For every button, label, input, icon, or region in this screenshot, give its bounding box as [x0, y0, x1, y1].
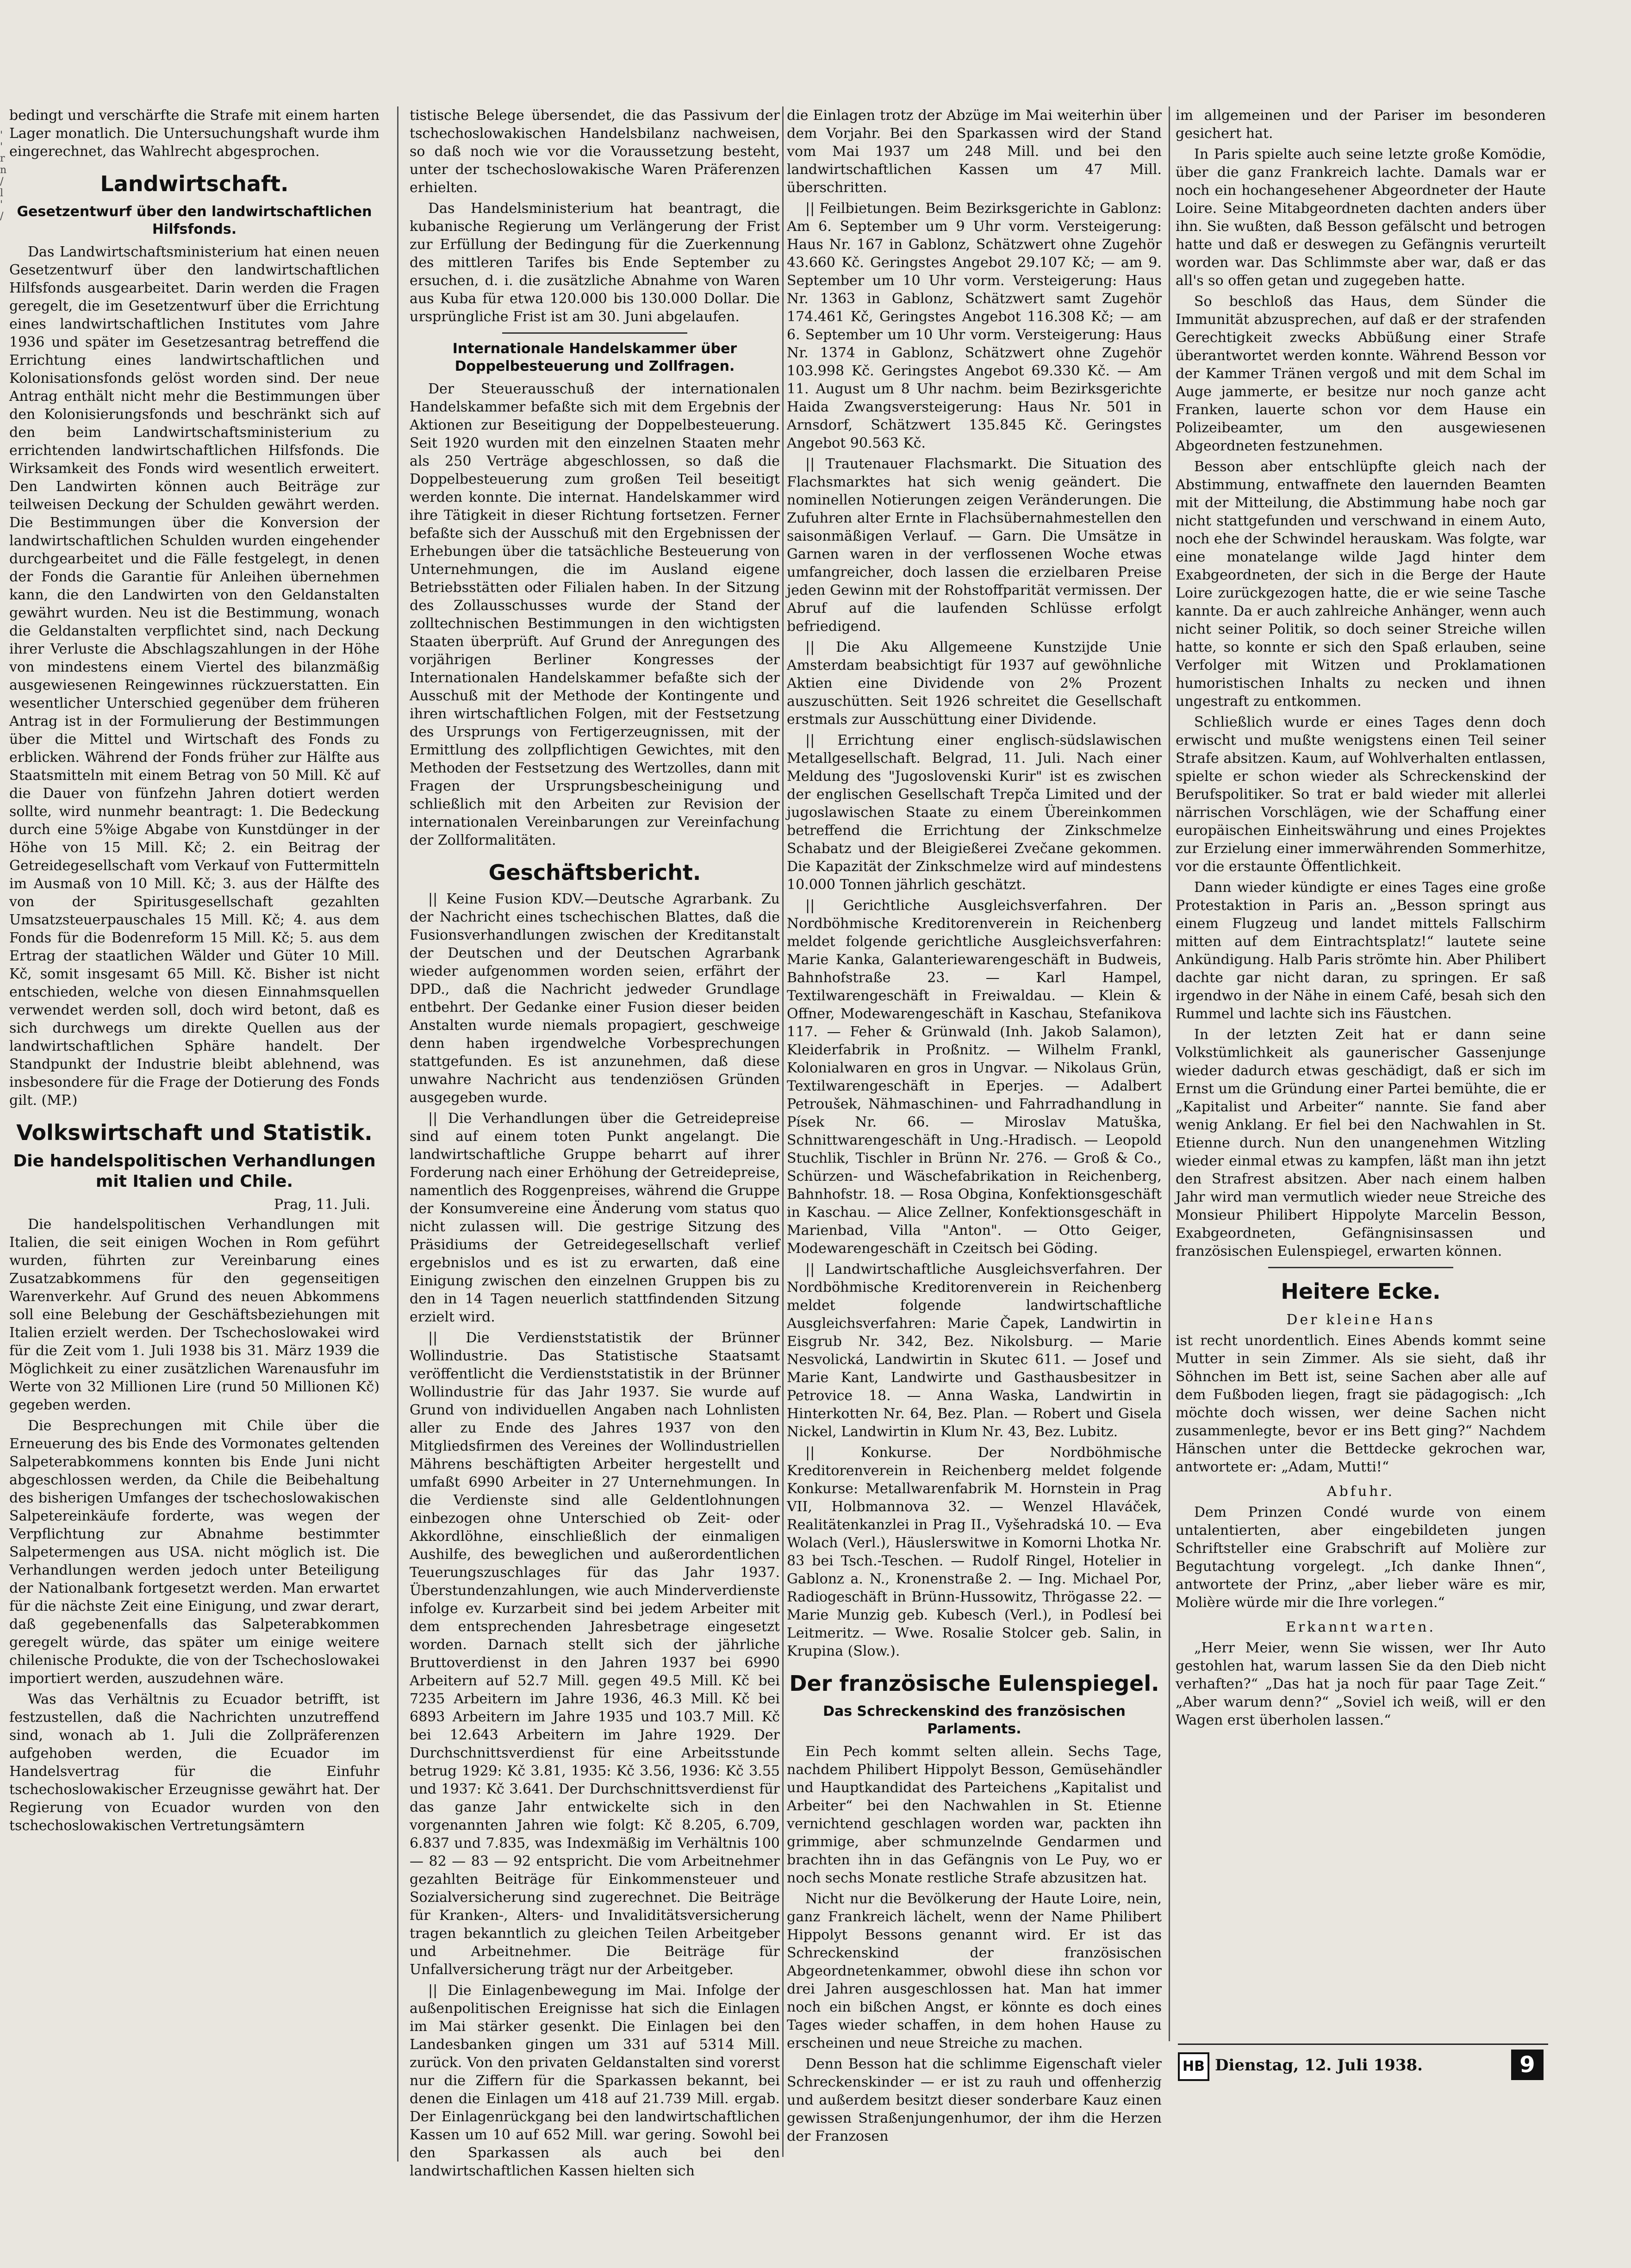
business-item: || Keine Fusion KDV.—Deutsche Agrarbank. Zu der Nachricht eines tschechischen Blattes, daß die Fusionsverhandlungen zwischen der Kreditanstalt der Deutschen und der Deutschen Agrarbank wieder aufgenommen worden seien, erfährt der DPD., daß die Nachricht jedweder Grundlage entbehrt. Der Gedanke einer Fusion dieser beiden Anstalten wurde niemals propagiert, geschweige denn haben irgendwelche Vorbesprechungen stattgefunden. Es ist anzunehmen, daß diese unwahre Nachricht aus tendenziösen Gründen ausgegeben wurde. — [410, 891, 780, 1106]
article-text: In Paris spielte auch seine letzte große Komödie, über die ganz Frankreich lachte. Damals war er noch ein hochangesehener Abgeordneter der Haute Loire. Seine Mitabgeordneten dachten anders über ihn. Sie wußten, daß Besson gefälscht und betrogen hatte und daß er deswegen zu Gefängnis verurteilt worden war. Das Schlimmste aber war, daß er das all's so offen getan und zugegeben hatte. — [1176, 146, 1546, 289]
page-edge-marks: ' ' r n / l ' / — [0, 130, 7, 222]
section-heading: Volkswirtschaft und Statistik. — [16, 1120, 373, 1145]
section-heading: Geschäftsbericht. — [488, 860, 701, 885]
issue-date: Dienstag, 12. Juli 1938. — [1215, 2056, 1423, 2075]
page-footer — [1178, 2044, 1548, 2082]
column-1 — [9, 106, 380, 2157]
newspaper-logo: HB — [1178, 2052, 1209, 2081]
business-item: || Die Verhandlungen über die Getreidepreise sind auf einem toten Punkt angelangt. Die landwirtschaftliche Gruppe beharrt auf ihrer Forderung nach einer Erhöhung der Getreidepreise, namentlich des Roggenpreises, während die Gruppe der Konsumvereine eine Änderung vom status quo nicht zulassen will. Die gestrige Sitzung des Präsidiums der Getreidegesellschaft verlief ergebnislos und es ist zu erwarten, daß eine Einigung zwischen den einzelnen Gruppen bis zu den in 14 Tagen neuerlich stattfindenden Sitzung erzielt wird. — [410, 1110, 780, 1325]
article-text: Die Besprechungen mit Chile über die Erneuerung des bis Ende des Vormonates geltenden Salpeterabkommens konnten bis Ende Juni nicht abgeschlossen werden, da Chile die Beibehaltung des bisherigen Umfanges der tschechoslowakischen Salpetereinkäufe forderte, was wegen der Verpflichtung zur Abnahme bestimmter Salpetermengen aus USA. nicht möglich ist. Die Verhandlungen werden jedoch unter Beteiligung der Nationalbank fortgesetzt werden. Man erwartet für die nächste Zeit eine Einigung, und zwar derart, daß gegebenenfalls das Salpeterabkommen geregelt würde, das später um einige weitere chilenische Produkte, die von der Tschechoslowakei importiert werden, auszudehnen wäre. — [9, 1418, 380, 1687]
business-item: || Die Aku Allgemeene Kunstzijde Unie Amsterdam beabsichtigt für 1937 auf gewöhnliche Aktien eine Dividende von 2% Prozent auszuschütten. Seit 1926 schreitet die Gesellschaft erstmals zur Ausschüttung einer Dividende. — [787, 639, 1162, 728]
article-text: die Einlagen trotz der Abzüge im Mai weiterhin über dem Vorjahr. Bei den Sparkassen wird der Stand vom Mai 1937 um 248 Mill. und bei den landwirtschaftlichen Kassen um 47 Mill. überschritten. — [787, 107, 1162, 196]
article-text: Das Landwirtschaftsministerium hat einen neuen Gesetzentwurf über den landwirtschaftlichen Hilfsfonds ausgearbeitet. Darin werden die Fragen geregelt, die im Gesetzentwurf über die Errichtung eines landwirtschaftlichen Institutes vom Jahre 1936 und später im Gesetzesantrag betreffend die Errichtung eines landwirtschaftlichen und Kolonisationsfonds gelöst worden sind. Der neue Antrag enthält nicht mehr die Bestimmungen über den Kolonisierungsfonds und beschränkt sich auf den beim Landwirtschaftsministerium zu errichtenden landwirtschaftlichen Hilfsfonds. Die Wirksamkeit des Fonds wird wesentlich erweitert. Den Landwirten können auch Beiträge zur teilweisen Deckung der Schulden gewährt werden. Die Bestimmungen über die Konversion der landwirtschaftlichen Schulden wurden eingehender durchgearbeitet und die Fälle festgelegt, in denen der Fonds die Garantie für Anleihen übernehmen kann, die den Landwirten von den Geldanstalten gewährt wurden. Neu ist die Bestimmung, wonach die Geldanstalten verpflichtet sind, nach Deckung ihrer Verluste die Abschlagszahlungen in der Höhe von mindestens einem Viertel des bilanzmäßig ausgewiesenen Reingewinnes rückzuerstatten. Ein wesentlicher Unterschied gegenüber dem früheren Antrag ist in der Formulierung der Bestimmungen über die Mittel und Wirtschaft des Fonds zu erblicken. Während der Fonds früher zur Hälfte aus Staatsmitteln mit einem Betrag von 50 Mill. Kč auf die Dauer von fünfzehn Jahren dotiert werden sollte, wird nunmehr beantragt: 1. Die Bedeckung durch eine 5%ige Abgabe von Kunstdünger in der Höhe von 15 Mill. Kč; 2. ein Beitrag der Getreidegesellschaft vom Verkauf von Futtermitteln im Ausmaß von 10 Mill. Kč; 3. aus der Hälfte des von der Spiritusgesellschaft gezahlten Umsatzsteuerpauschales 15 Mill. Kč; 4. aus dem Fonds für die Bodenreform 15 Mill. Kč; 5. aus dem Ertrag der staatlichen Wälder und Güter 10 Mill. Kč, somit insgesamt 65 Mill. Kč. Bisher ist nicht entschieden, welche von diesen Einnahmsquellen verwendet werden soll, doch wird betont, daß es sich durchwegs um direkte Quellen aus der landwirtschaftlichen Sphäre handelt. Der Standpunkt der Industrie bleibt ablehnend, was insbesondere für die Frage der Dotierung des Fonds gilt. (MP.) — [9, 244, 380, 1109]
business-item: || Trautenauer Flachsmarkt. Die Situation des Flachsmarktes hat sich wenig geändert. Die nominellen Notierungen zeigen Veränderungen. Die Zufuhren alter Ernte in Flachsübernahmestellen den saisonmäßigen Verlauf. — Garn. Die Umsätze in Garnen waren in der verflossenen Woche etwas umfangreicher, doch lassen die erzielbaren Preise jeden Gewinn mit der Rohstoffparität vermissen. Der Abruf auf die laufenden Schlüsse erfolgt befriedigend. — [787, 456, 1162, 635]
article-text: Der Steuerausschuß der internationalen Handelskammer befaßte sich mit dem Ergebnis der Aktionen zur Beseitigung der Doppelbesteuerung. Seit 1920 wurden mit den einzelnen Staaten mehr als 250 Verträge abgeschlossen, so daß die Doppelbesteuerung zum großen Teil beseitigt werden konnte. Die internat. Handelskammer wird ihre Tätigkeit in dieser Richtung fortsetzen. Ferner befaßte sich der Ausschuß mit den Ergebnissen der Erhebungen über die tatsächliche Besteuerung von Unternehmungen, die im Ausland eigene Betriebsstätten oder Filialen haben. In der Sitzung des Zollausschusses wurde der Stand der zolltechnischen Bestimmungen in den wichtigsten Staaten überprüft. Auf Grund der Anregungen des vorjährigen Berliner Kongresses der Internationalen Handelskammer befaßte sich der Ausschuß mit der Methode der Kontingente und ihren wirtschaftlichen Folgen, mit der Festsetzung des Ursprungs von Fertigerzeugnissen, mit der Ermittlung des zollpflichtigen Gewichtes, mit den Methoden der Festsetzung des Wertzolles, dann mit Fragen der Ursprungsbescheinigung und schließlich mit den Arbeiten zur Revision der internationalen Vereinbarungen zur Vereinfachung der Zollformalitäten. — [410, 381, 780, 848]
article-headline: Der französische Eulenspiegel. — [789, 1671, 1159, 1696]
dateline: Prag, 11. Juli. — [274, 1196, 370, 1213]
business-item: || Gerichtliche Ausgleichsverfahren. Der Nordböhmische Kreditorenverein in Reichenberg meldet folgende gerichtliche Ausgleichsverfahren: Marie Kanka, Galanteriewarengeschäft in Budweis, Bahnhofstraße 23. — Karl Hampel, Textilwarengeschäft in Freiwaldau. — Klein & Offner, Modewarengeschäft in Kaschau, Stefanikova 117. — Feher & Grünwald (Inh. Jakob Salamon), Kleiderfabrik in Proßnitz. — Wilhelm Frankl, Kolonialwaren en gros in Ungvar. — Nikolaus Grün, Textilwarengeschäft in Eperjes. — Adalbert Petroušek, Nähmaschinen- und Fahrradhandlung in Písek Nr. 66. — Miroslav Matuška, Schnittwarengeschäft in Ung.-Hradisch. — Leopold Stuchlik, Tischler in Brünn Nr. 276. — Groß & Co., Schürzen- und Wäschefabrikation in Reichenberg, Bahnhofstr. 18. — Rosa Obgina, Konfektionsgeschäft in Kaschau. — Alice Zellner, Konfektionsgeschäft in Marienbad, Villa "Anton". — Otto Geiger, Modewarengeschäft in Czeitsch bei Göding. — [787, 897, 1162, 1257]
article-headline: Gesetzentwurf über den landwirtschaftlichen Hilfsfonds. — [17, 204, 372, 237]
article-text: bedingt und verschärfte die Strafe mit einem harten Lager monatlich. Die Untersuchungshaft wurde ihm eingerechnet, das Wahlrecht abgesprochen. — [9, 107, 380, 160]
divider — [502, 332, 687, 334]
article-text: Ein Pech kommt selten allein. Sechs Tage, nachdem Philibert Hippolyt Besson, Gemüsehändler und Hauptkandidat des Parteichens „Kapitalist und Arbeiter“ bei den Nachwahlen in St. Etienne vernichtend geschlagen worden war, packten ihn grimmige, aber schmunzelnde Gendarmen und brachten ihn in das Gefängnis von Le Puy, wo er noch sechs Monate restliche Strafe abzusitzen hat. — [787, 1744, 1162, 1886]
business-item: || Landwirtschaftliche Ausgleichsverfahren. Der Nordböhmische Kreditorenverein in Reichenberg meldet folgende landwirtschaftliche Ausgleichsverfahren: Marie Čapek, Landwirtin in Eisgrub Nr. 342, Bez. Nikolsburg. — Marie Nesvolická, Landwirtin in Skutec 611. — Josef und Marie Kant, Landwirte und Gasthausbesitzer in Petrovice 18. — Anna Waska, Landwirtin in Hinterkotten Nr. 64, Bez. Plan. — Robert und Gisela Nickel, Landwirtin in Klum Nr. 43, Bez. Lubitz. — [787, 1261, 1162, 1440]
article-subheadline: Das Schreckenskind des französischen Parlaments. — [823, 1703, 1126, 1737]
column-rule — [782, 106, 784, 2157]
article-text: Schließlich wurde er eines Tages denn doch erwischt und mußte wenigstens einen Teil seiner Strafe absitzen. Kaum, auf Wohlverhalten entlassen, spielte er schon wieder als Schreckenskind der Berufspolitiker. So trat er bald wieder mit allerlei närrischen Vorschlägen, wie der Schaffung einer europäischen Einheitswährung und eines Projektes zur Erzielung einer immerwährenden Sommerhitze, vor die erstaunte Öffentlichkeit. — [1176, 714, 1546, 875]
business-item: || Konkurse. Der Nordböhmische Kreditorenverein in Reichenberg meldet folgende Konkurse: Metallwarenfabrik M. Hornstein in Prag VII, Holbmannova 32. — Wenzel Hlaváček, Realitätenkanzlei in Prag II., Vyšehradská 10. — Eva Wolach (Verl.), Häuslerswitwe in Komorni Lhotka Nr. 83 bei Tsch.-Teschen. — Rudolf Ringel, Hotelier in Gablonz a. N., Kronenstraße 2. — Ing. Michael Por, Radiogeschäft in Brünn-Hussowitz, Thrögasse 22. — Marie Munzig geb. Kubesch (Verl.), in Podlesí bei Leitmeritz. — Wwe. Rosalie Stolcer geb. Salin, in Krupina (Slow.). — [787, 1445, 1162, 1659]
business-item: || Errichtung einer englisch-südslawischen Metallgesellschaft. Belgrad, 11. Juli. Nach einer Meldung des "Jugoslovenski Kurir" ist es zwischen der englischen Gesellschaft Trepča Limited und der jugoslawischen Staate zu einem Übereinkommen betreffend die Errichtung der Zinkschmelze Schabatz und der Bleigießerei Zvečane gekommen. Die Kapazität der Zinkschmelze wird auf mindestens 10.000 Tonnen jährlich geschätzt. — [787, 732, 1162, 893]
business-item: || Die Verdienststatistik der Brünner Wollindustrie. Das Statistische Staatsamt veröffentlicht die Verdienststatistik in der Brünner Wollindustrie für das Jahr 1937. Sie wurde auf Grund von individuellen Angaben nach Lohnlisten aller zu Ende des Jahres 1937 von den Mitgliedsfirmen des Vereines der Wollindustriellen Mährens beschäftigten Arbeiter hergestellt und umfaßt 6990 Arbeiter in 27 Unternehmungen. In die Verdienste sind alle Geldentlohnungen einbezogen ohne Unterschied ob Zeit- oder Akkordlöhne, einschließlich der einmaligen Aushilfe, des beweglichen und außerordentlichen Teuerungszuschlages für das Jahr 1937. Überstundenzahlungen, wie auch Minderverdienste infolge ev. Kurzarbeit sind bei jedem Arbeiter mit dem entsprechenden Jahresbetrage eingesetzt worden. Darnach stellt sich der jährliche Bruttoverdienst in den Jahren 1937 bei 6990 Arbeitern auf 52.7 Mill. gegen 49.5 Mill. Kč bei 7235 Arbeitern im Jahre 1936, 46.3 Mill. Kč bei 6893 Arbeitern im Jahre 1935 und 103.7 Mill. Kč bei 12.643 Arbeitern im Jahre 1929. Der Durchschnittsverdienst für eine Arbeitsstunde betrug 1929: Kč 3.81, 1935: Kč 3.56, 1936: Kč 3.55 und 1937: Kč 3.641. Der Durchschnittsverdienst für das ganze Jahr entwickelte sich in den vorgenannten Jahren wie folgt: Kč 8.205, 6.709, 6.837 und 7.835, was Indexmäßig im Verhältnis 100 — 82 — 83 — 92 entspricht. Die vom Arbeitnehmer gezahlten Beiträge für Einkommensteuer und Sozialversicherung sind zugerechnet. Die Beiträge für Kranken-, Alters- und Invaliditätsversicherung tragen bekanntlich zu gleichen Teilen Arbeitgeber und Arbeitnehmer. Die Beiträge für Unfallversicherung trägt nur der Arbeitgeber. — [410, 1330, 780, 1978]
joke-title: Der kleine Hans — [1286, 1312, 1435, 1328]
article-text: Denn Besson hat die schlimme Eigenschaft vieler Schreckenskinder — er ist zu rauh und offenherzig und außerdem besitzt dieser sonderbare Kauz einen gewissen Straßenjungenhumor, der ihm die Herzen der Franzosen — [787, 2056, 1162, 2144]
joke-title: Erkannt warten. — [1285, 1619, 1436, 1635]
article-text: im allgemeinen und der Pariser im besonderen gesichert hat. — [1176, 107, 1546, 142]
column-4 — [1176, 106, 1546, 2115]
business-item: || Die Einlagenbewegung im Mai. Infolge der außenpolitischen Ereignisse hat sich die Einlagen im Mai stärker gesenkt. Die Einlagen bei den Landesbanken gingen um 331 auf 5314 Mill. zurück. Von den privaten Geldanstalten sind vorerst nur die Ziffern für die Sparkassen bekannt, bei denen die Einlagen um 418 auf 21.739 Mill. ergab. Der Einlagenrückgang bei den landwirtschaftlichen Kassen um 10 auf 652 Mill. war gering. Sowohl bei den Sparkassen als auch bei den landwirtschaftlichen Kassen hielten sich — [410, 1982, 780, 2179]
article-text: Besson aber entschlüpfte gleich nach der Abstimmung, entwaffnete den lauernden Beamten mit der Mitteilung, die Abstimmung habe noch gar nicht stattgefunden und verschwand in einem Auto, noch ehe der Schwindel herauskam. Was folgte, war eine monatelange wilde Jagd hinter dem Exabgeordneten, der sich in die Berge der Haute Loire zurückgezogen hatte, die er wie seine Tasche kannte. Da er auch zahlreiche Anhänger, wenn auch nicht seiner Politik, so doch seiner Streiche willen hatte, so konnte er sich den Spaß erlauben, seine Verfolger mit Witzen und Proklamationen humoristischen Inhalts zu necken und ihnen ungestraft zu entkommen. — [1176, 459, 1546, 710]
joke-text: „Herr Meier, wenn Sie wissen, wer Ihr Auto gestohlen hat, warum lassen Sie da den Dieb nicht verhaften?“ „Das hat ja noch für paar Tage Zeit.“ „Aber warum denn?“ „Soviel ich weiß, will er den Wagen erst überholen lassen.“ — [1176, 1640, 1546, 1728]
column-3 — [787, 106, 1162, 2217]
column-rule — [397, 106, 398, 2162]
article-headline: Internationale Handelskammer über Doppelbesteuerung und Zollfragen. — [452, 341, 737, 374]
joke-text: Dem Prinzen Condé wurde von einem untalentierten, aber eingebildeten jungen Schriftsteller eine Grabschrift auf Molière zur Begutachtung vorgelegt. „Ich danke Ihnen“, antwortete der Prinz, „aber lieber wäre es mir, Molière würde mir die Ihre vorlegen.“ — [1176, 1504, 1546, 1611]
joke-title: Abfuhr. — [1326, 1483, 1395, 1500]
business-item: || Feilbietungen. Beim Bezirksgerichte in Gablonz: Am 6. September um 9 Uhr vorm. Versteigerung: Haus Nr. 167 in Gablonz, Schätzwert ohne Zugehör 43.660 Kč. Geringstes Angebot 29.107 Kč; — am 9. September um 10 Uhr vorm. Versteigerung: Haus Nr. 1363 in Gablonz, Schätzwert samt Zugehör 174.461 Kč, Geringstes Angebot 116.308 Kč; — am 6. September um 10 Uhr vorm. Versteigerung: Haus Nr. 1374 in Gablonz, Schätzwert ohne Zugehör 103.998 Kč. Geringstes Angebot 69.330 Kč. — Am 11. August um 8 Uhr nachm. beim Bezirksgerichte Haida Zwangsversteigerung: Haus Nr. 501 in Arnsdorf, Schätzwert 135.845 Kč. Geringstes Angebot 90.563 Kč. — [787, 200, 1162, 451]
article-text: Was das Verhältnis zu Ecuador betrifft, ist festzustellen, daß die Nachrichten unzutreffend sind, wonach ab 1. Juli die Zollpräferenzen aufgehoben werden, die Ecuador im Handelsvertrag für die Einfuhr tschechoslowakischer Erzeugnisse gewährt hat. Der Regierung von Ecuador wurden von den tschechoslowakischen Vertretungsämtern — [9, 1691, 380, 1834]
section-heading: Landwirtschaft. — [100, 171, 289, 196]
column-rule — [1169, 106, 1170, 2041]
joke-text: ist recht unordentlich. Eines Abends kommt seine Mutter in sein Zimmer. Als sie sieht, daß ihr Söhnchen im Bett ist, seine Sachen aber alle auf dem Fußboden liegen, fragt sie pädagogisch: „Ich möchte doch wissen, wer deine Sachen nicht zusammenlegte, bevor er ins Bett ging?“ Nachdem Hänschen unter die Bettdecke gekrochen war, antwortete er: „Adam, Mutti!“ — [1176, 1333, 1546, 1475]
article-text: Das Handelsministerium hat beantragt, die kubanische Regierung um Verlängerung der Frist zur Erfüllung der Bedingung für die Zuerkennung des mittleren Tarifes bis Ende September zu ersuchen, d. i. die zusätzliche Abnahme von Waren aus Kuba für etwa 120.000 bis 130.000 Dollar. Die ursprüngliche Frist ist am 30. Juni abgelaufen. — [410, 200, 780, 325]
article-headline: Die handelspolitischen Verhandlungen mit Italien und Chile. — [13, 1152, 376, 1191]
page-number: 9 — [1511, 2050, 1544, 2080]
article-text: In der letzten Zeit hat er dann seine Volkstümlichkeit als gaunerischer Gassenjunge wieder dadurch etwas geschädigt, daß er sich im Ernst um die Gründung einer Partei bemühte, die er „Kapitalist und Arbeiter“ nannte. Sie fand aber wenig Anklang. Er fiel bei den Nachwahlen in St. Etienne durch. Nun den unangenehmen Witzling wieder einmal etwas zu kampfen, läßt man ihn jetzt den Strafrest absitzen. Aber nach einem halben Jahr wird man vermutlich wieder neue Streiche des Monsieur Philibert Hippolyte Marcelin Besson, Exabgeordneten, Gefängnisinsassen und französischen Eulenspiegel, erwarten können. — [1176, 1027, 1546, 1259]
article-text: So beschloß das Haus, dem Sünder die Immunität abzusprechen, auf daß er der strafenden Gerechtigkeit zwecks Abbüßung einer Strafe überantwortet werden konnte. Während Besson vor der Kammer Tränen vergoß und mit dem Schal im Auge jammerte, er besitze nur noch ganze acht Franken, lauerte schon vor dem Hause ein Polizeibeamter, um den ausgewiesenen Abgeordneten festzunehmen. — [1176, 293, 1546, 454]
article-text: Dann wieder kündigte er eines Tages eine große Protestaktion in Paris an. „Besson springt aus einem Flugzeug und landet mittels Fallschirm mitten auf dem Eintrachtsplatz!“ lautete seine Ankündigung. Halb Paris strömte hin. Aber Philibert dachte gar nicht daran, zu springen. Er saß irgendwo in der Nähe in einem Café, besah sich den Rummel und lachte sich ins Fäustchen. — [1176, 879, 1546, 1022]
column-2 — [410, 106, 780, 2179]
article-text: Die handelspolitischen Verhandlungen mit Italien, die seit einigen Wochen in Rom geführt wurden, führten zur Vereinbarung eines Zusatzabkommens für den gegenseitigen Warenverkehr. Auf Grund des neuen Abkommens soll eine Belebung der Geschäftsbeziehungen mit Italien erzielt werden. Der Tschechoslowakei wird für die Zeit vom 1. Juli 1938 bis 31. März 1939 die Möglichkeit zu einer zusätzlichen Warenausfuhr im Werte von 32 Millionen Lire (rund 50 Millionen Kč) gegeben werden. — [9, 1216, 380, 1413]
section-heading: Heitere Ecke. — [1281, 1279, 1441, 1304]
article-text: tistische Belege übersendet, die das Passivum der tschechoslowakischen Handelsbilanz nachweisen, so daß noch wie vor die Voraussetzung besteht, unter der tschechoslowakische Waren Präferenzen erhielten. — [410, 107, 780, 196]
divider — [1268, 1267, 1453, 1268]
article-text: Nicht nur die Bevölkerung der Haute Loire, nein, ganz Frankreich lächelt, wenn der Name Philibert Hippolyt Bessons genannt wird. Er ist das Schreckenskind der französischen Abgeordnetenkammer, obwohl diese ihn schon vor drei Jahren ausgeschlossen hat. Man hat immer noch ein bißchen Angst, er könnte es doch eines Tages wieder schaffen, in dem hohen Hause zu erscheinen und neue Streiche zu machen. — [787, 1891, 1162, 2051]
